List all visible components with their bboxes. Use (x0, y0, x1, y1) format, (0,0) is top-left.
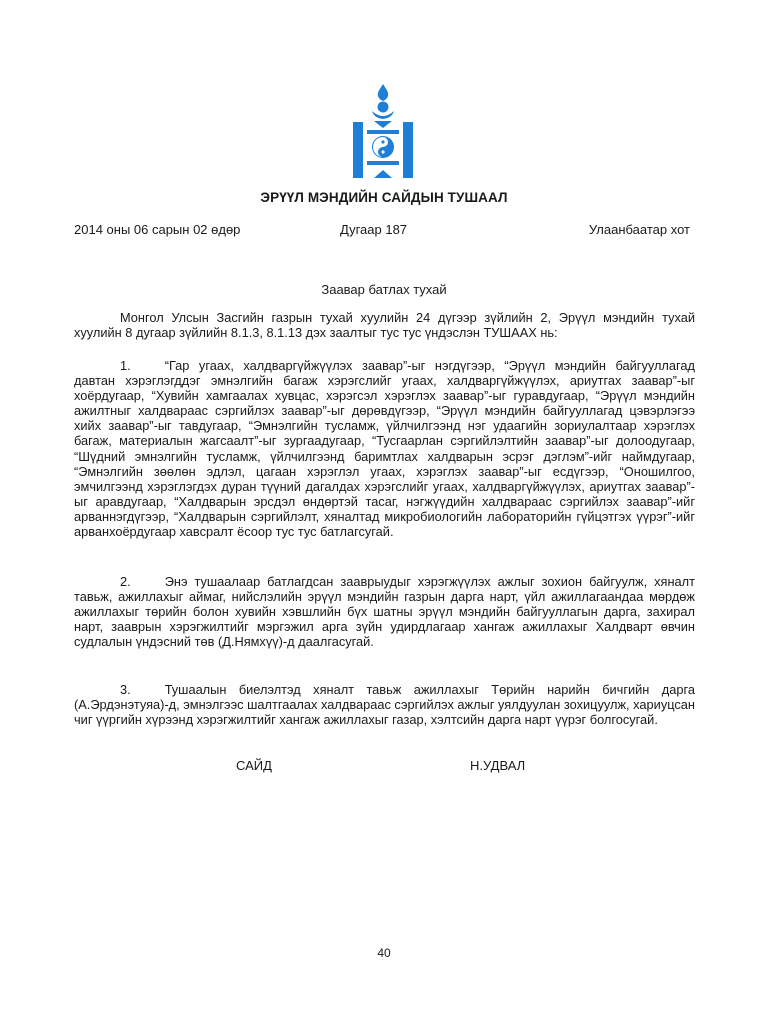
order-item-number: 2. (120, 574, 131, 589)
soyombo-emblem-icon (350, 84, 416, 178)
order-item (74, 574, 695, 649)
order-item-text: Энэ тушаалаар батлагдсан зааврыудыг хэрэгжүүлэх ажлыг зохион байгуулж, хяналт тавьж, ажиллахыг аймаг, нийслэлийн эрүүл мэндийн газрын дарга нарт, үйл ажиллагаандаа мөрдөж ажиллахыг төрийн болон хувийн хэвшлийн бүх шатны эрүүл мэндийн байгууллагын дарга, захирал нарт, зааврын хэрэгжилтийг мэргэжил арга зүйн удирдлагаар хангаж ажиллахыг Халдварт өвчин судлалын үндэсний төв (Д.Нямхүү)-д даалгасугай. (74, 574, 695, 650)
signature-title: САЙД (236, 758, 272, 773)
order-item-text: Тушаалын биелэлтэд хяналт тавьж ажиллахыг Төрийн нарийн бичгийн дарга (А.Эрдэнэтуяа)-д, эмнэлгээс шалтгаалах халдвараас сэргийлэх ажлыг уялдуулан зохицуулж, хариуцсан чиг үүргийн хүрээнд хэрэгжилтийг хангаж ажиллахыг газар, хэлтсийн дарга нарт үүрэг болгосугай. (74, 682, 695, 728)
document-number: Дугаар 187 (340, 222, 408, 237)
order-item-number: 1. (120, 358, 131, 373)
preamble-paragraph (74, 310, 695, 340)
signature-name: Н.УДВАЛ (470, 758, 526, 773)
document-title: ЭРҮҮЛ МЭНДИЙН САЙДЫН ТУШААЛ (260, 190, 508, 205)
document-date: 2014 оны 06 сарын 02 өдөр (74, 222, 241, 237)
order-item-number: 3. (120, 682, 131, 697)
order-item (74, 358, 695, 539)
order-item-text: “Гар угаах, халдваргүйжүүлэх заавар”-ыг нэгдүгээр, “Эрүүл мэндийн байгууллагад давтан хэрэглэгддэг эмнэлгийн багаж хэрэгслийг угаах, халдваргүйжүүлэх, ариутгах заавар”-ыг хоёрдугаар, “Хувийн хамгаалах хувцас, хэрэгсэл хэрэглэх заавар”-ыг гуравдугаар, “Эрүүл мэндийн ажилтныг халдвараас сэргийлэх заавар”-ыг дөрөвдүгээр, “Эрүүл мэндийн байгууллагад цэвэрлэгээ хийх заавар”-ыг тавдугаар, “Эмнэлгийн тусламж, үйлчилгээнд нэг удаагийн зориулалтаар хэрэглэх багаж, материалын жагсаалт”-ыг зургаадугаар, “Тусгаарлан сэргийлэлтийн заавар”-ыг долоодугаар, “Шүдний эмнэлгийн тусламж, үйлчилгээнд баримтлах халдварын эсрэг дэглэм”-ийг наймдугаар, “Эмнэлгийн зөөлөн эдлэл, цагаан хэрэглэл угаах, хэрэглэх заавар”-ыг есдүгээр, “Оношилгоо, эмчилгээнд хэрэглэгдэх дуран түүний дагалдах хэрэгслийг угаах, халдваргүйжүүлэх, ариутгах заавар”-ыг аравдугаар, “Халдварын эрсдэл өндөртэй тасаг, нэгжүүдийн халдвараас сэргийлэх заавар”-ийг арваннэгдүгээр, “Халдварын сэргийлэлт, хяналтад микробиологийн лабораторийн гүйцэтгэх үүрэг”-ийг арванхоёрдугаар хавсралт ёсоор тус тус батлагсугай. (74, 358, 695, 540)
preamble-text: Монгол Улсын Засгийн газрын тухай хуулийн 24 дүгээр зүйлийн 2, Эрүүл мэндийн тухай хуулийн 8 дугаар зүйлийн 8.1.3, 8.1.13 дэх заалтыг тус тус үндэслэн ТУШААХ нь: (74, 310, 695, 341)
page-number: 40 (377, 946, 391, 960)
document-subject: Заавар батлах тухай (321, 282, 447, 297)
document-place: Улаанбаатар хот (588, 222, 690, 237)
order-item (74, 682, 695, 727)
